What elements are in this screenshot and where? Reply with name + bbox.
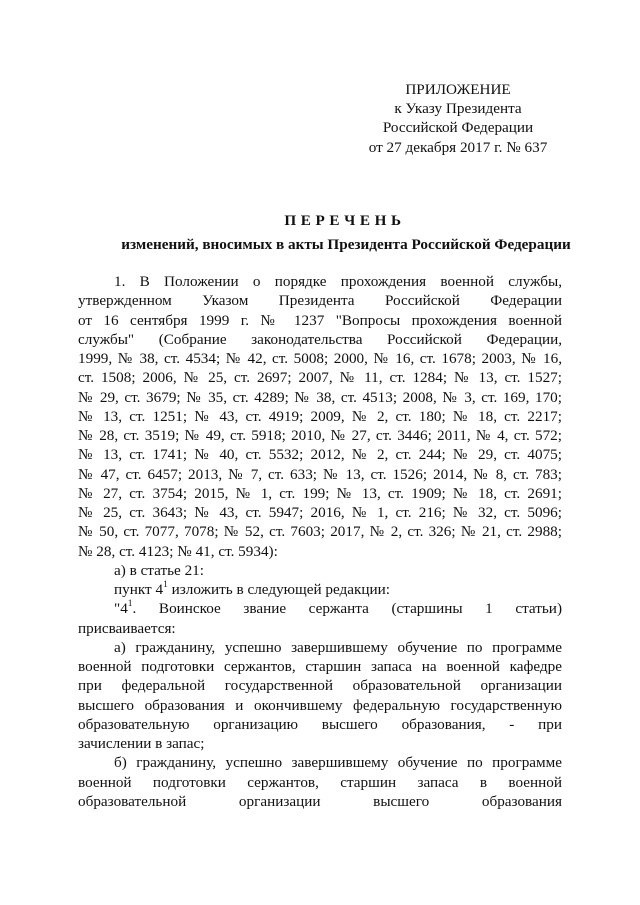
body-line: № 28, ст. 4123; № 41, ст. 5934): bbox=[78, 542, 278, 560]
body-line: № 50, ст. 7077, 7078; № 52, ст. 7603; 2017, № 2, ст. 326; № 21, ст. 2988; bbox=[78, 523, 562, 541]
body-text: . Воинское звание сержанта (старшины 1 статьи) bbox=[132, 600, 562, 618]
body-line: 1999, № 38, ст. 4534; № 42, ст. 5008; 2000, № 16, ст. 1678; 2003, № 16, bbox=[78, 350, 562, 367]
appendix-date-number: от 27 декабря 2017 г. № 637 bbox=[368, 138, 548, 156]
body-line: при федеральной государственной образовательной организации bbox=[78, 677, 562, 695]
body-line: № 29, ст. 3679; № 35, ст. 4289; № 38, ст. 4513; 2008, № 3, ст. 169, 170; bbox=[78, 388, 562, 406]
document-body bbox=[78, 272, 562, 811]
superscript: 1 bbox=[163, 579, 168, 590]
body-line: № 47, ст. 6457; 2013, № 7, ст. 633; № 13, ст. 1526; 2014, № 8, ст. 783; bbox=[78, 465, 562, 483]
body-line: 1. В Положении о порядке прохождения военной службы, bbox=[114, 273, 562, 290]
body-line: от 16 сентября 1999 г. № 1237 "Вопросы прохождения военной bbox=[78, 311, 562, 329]
document-subtitle: изменений, вносимых в акты Президента Российской Федерации bbox=[121, 236, 571, 253]
body-line: № 13, ст. 1741; № 40, ст. 5532; 2012, № 2, ст. 244; № 29, ст. 4075; bbox=[78, 446, 562, 464]
body-line: образовательной организации высшего образования bbox=[78, 792, 562, 810]
appendix-block bbox=[338, 80, 578, 157]
body-line: зачислении в запас; bbox=[78, 735, 205, 752]
body-line: ст. 1508; 2006, № 25, ст. 2697; 2007, № 11, ст. 1284; № 13, ст. 1527; bbox=[78, 369, 562, 387]
body-text: изложить в следующей редакции: bbox=[167, 581, 390, 598]
body-line: № 25, ст. 3643; № 43, ст. 5947; 2016, № 1, ст. 216; № 32, ст. 5096; bbox=[78, 504, 562, 521]
document-title: ПЕРЕЧЕНЬ bbox=[284, 212, 406, 229]
body-line: военной подготовки сержантов, старшин запаса на военной кафедре bbox=[78, 658, 562, 675]
body-line: службы" (Собрание законодательства Российской Федерации, bbox=[78, 330, 562, 348]
appendix-decree-ref: к Указу Президента bbox=[394, 100, 522, 118]
body-line bbox=[78, 580, 562, 599]
body-line: утвержденном Указом Президента Российской Федерации bbox=[78, 292, 562, 310]
body-line: № 28, ст. 3519; № 49, ст. 5918; 2010, № 27, ст. 3446; 2011, № 4, ст. 572; bbox=[78, 427, 562, 444]
appendix-country: Российской Федерации bbox=[382, 119, 534, 137]
body-text: пункт 4 bbox=[114, 581, 164, 598]
appendix-heading: ПРИЛОЖЕНИЕ bbox=[405, 81, 511, 98]
body-line: образовательную организацию высшего образования, - при bbox=[78, 715, 562, 733]
body-line: б) гражданину, успешно завершившему обучение по программе bbox=[114, 754, 562, 772]
body-line: а) в статье 21: bbox=[114, 561, 204, 579]
body-line: военной подготовки сержантов, старшин запаса в военной bbox=[78, 773, 562, 791]
body-line bbox=[78, 599, 562, 618]
body-line: № 27, ст. 3754; 2015, № 1, ст. 199; № 13, ст. 1909; № 18, ст. 2691; bbox=[78, 484, 562, 502]
body-text: "4 bbox=[114, 600, 128, 618]
body-line: присваивается: bbox=[78, 619, 176, 637]
superscript: 1 bbox=[127, 599, 133, 610]
body-line: высшего образования и окончившему федеральную государственную bbox=[78, 696, 562, 714]
body-line: № 13, ст. 1251; № 43, ст. 4919; 2009, № 2, ст. 180; № 18, ст. 2217; bbox=[78, 407, 562, 425]
body-line: а) гражданину, успешно завершившему обучение по программе bbox=[114, 638, 562, 656]
